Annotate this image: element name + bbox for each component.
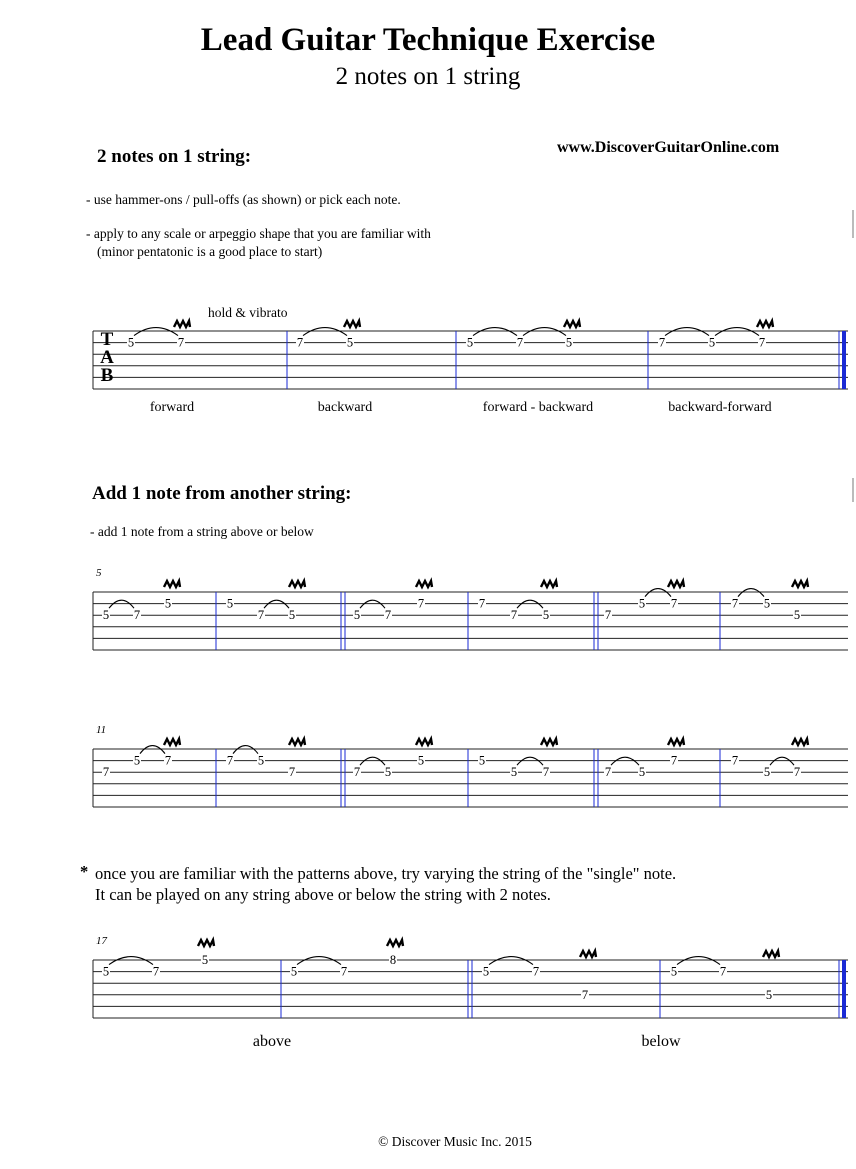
slur-arc: [523, 328, 566, 336]
slur-arc: [109, 600, 134, 608]
tab-system-2: [93, 567, 848, 650]
fret-number: 7: [793, 765, 801, 780]
fret-number: 5: [542, 608, 550, 623]
slur-arc: [715, 328, 759, 336]
fret-number: 7: [288, 765, 296, 780]
tab-system-4: [93, 935, 848, 1018]
slur-arc: [770, 757, 794, 765]
vibrato-icon: [416, 739, 432, 745]
label-above: above: [252, 1033, 292, 1050]
fret-number: 5: [127, 335, 135, 350]
section1-heading: 2 notes on 1 string:: [97, 146, 252, 167]
fret-number: 5: [353, 608, 361, 623]
fret-number: 7: [758, 335, 766, 350]
fret-number: 7: [417, 596, 425, 611]
slur-arc: [473, 328, 517, 336]
tab-clef-letter: B: [100, 365, 114, 386]
fret-number: 5: [417, 753, 425, 768]
label-backward-forward: backward-forward: [668, 400, 772, 415]
fret-number: 7: [164, 753, 172, 768]
slur-arc: [109, 957, 153, 965]
fret-number: 5: [226, 596, 234, 611]
fret-number: 7: [133, 608, 141, 623]
vibrato-icon: [763, 951, 779, 957]
measure-number: 11: [96, 724, 107, 736]
fret-number: 7: [670, 753, 678, 768]
fret-number: 7: [581, 987, 589, 1002]
slur-arc: [645, 589, 671, 597]
fret-number: 5: [763, 765, 771, 780]
fret-number: 7: [177, 335, 185, 350]
fret-number: 5: [638, 765, 646, 780]
fret-number: 5: [384, 765, 392, 780]
fret-number: 5: [763, 596, 771, 611]
label-below: below: [641, 1033, 681, 1050]
fret-number: 7: [731, 753, 739, 768]
slur-arc: [677, 957, 720, 965]
slur-arc: [489, 957, 533, 965]
tab-system-1: [93, 321, 848, 389]
fret-number: 7: [257, 608, 265, 623]
slur-arc: [360, 757, 385, 765]
variation-note-2: It can be played on any string above or below the string with 2 notes.: [95, 885, 551, 904]
label-forward-backward: forward - backward: [482, 400, 594, 415]
asterisk: *: [80, 862, 89, 881]
vibrato-icon: [792, 581, 808, 587]
measure-number: 5: [96, 567, 102, 579]
fret-number: 7: [532, 964, 540, 979]
fret-number: 7: [384, 608, 392, 623]
vibrato-icon: [416, 581, 432, 587]
fret-number: 5: [288, 608, 296, 623]
slur-arc: [303, 328, 347, 336]
slur-arc: [134, 328, 178, 336]
tab-clef-letter: A: [100, 347, 114, 368]
fret-number: 5: [510, 765, 518, 780]
fret-number: 5: [164, 596, 172, 611]
slur-arc: [360, 600, 385, 608]
slur-arc: [517, 600, 543, 608]
vibrato-icon: [344, 321, 360, 327]
fret-number: 5: [708, 335, 716, 350]
fret-number: 7: [670, 596, 678, 611]
fret-number: 7: [353, 765, 361, 780]
hold-vibrato-annotation: hold & vibrato: [208, 305, 288, 320]
slur-arc: [297, 957, 341, 965]
vibrato-icon: [387, 940, 403, 946]
fret-number: 7: [604, 765, 612, 780]
slur-arc: [611, 757, 639, 765]
vibrato-icon: [174, 321, 190, 327]
fret-number: 5: [765, 987, 773, 1002]
fret-number: 8: [389, 953, 397, 967]
slur-arc: [233, 746, 258, 754]
slur-arc: [665, 328, 709, 336]
fret-number: 7: [296, 335, 304, 350]
instruction-1: - use hammer-ons / pull-offs (as shown) or pick each note.: [86, 192, 401, 207]
vibrato-icon: [541, 739, 557, 745]
tab-clef-letter: T: [100, 329, 114, 350]
tab-system-3: [93, 724, 848, 807]
fret-number: 5: [257, 753, 265, 768]
vibrato-icon: [164, 581, 180, 587]
fret-number: 5: [478, 753, 486, 768]
fret-number: 7: [152, 964, 160, 979]
label-forward: forward: [149, 400, 195, 415]
vibrato-icon: [757, 321, 773, 327]
copyright: © Discover Music Inc. 2015: [378, 1134, 532, 1149]
website-link[interactable]: www.DiscoverGuitarOnline.com: [557, 139, 780, 156]
slur-arc: [264, 600, 289, 608]
vibrato-icon: [668, 581, 684, 587]
fret-number: 5: [670, 964, 678, 979]
fret-number: 5: [133, 753, 141, 768]
instruction-3: (minor pentatonic is a good place to start): [97, 244, 323, 259]
vibrato-icon: [564, 321, 580, 327]
fret-number: 7: [102, 765, 110, 780]
fret-number: 5: [102, 608, 110, 623]
fret-number: 5: [346, 335, 354, 350]
vibrato-icon: [164, 739, 180, 745]
slur-arc: [738, 589, 764, 597]
page-title: Lead Guitar Technique Exercise: [200, 22, 656, 58]
vibrato-icon: [289, 581, 305, 587]
vibrato-icon: [541, 581, 557, 587]
measure-number: 17: [96, 935, 107, 947]
vibrato-icon: [289, 739, 305, 745]
fret-number: 5: [290, 964, 298, 979]
fret-number: 7: [658, 335, 666, 350]
vibrato-icon: [198, 940, 214, 946]
fret-number: 5: [102, 964, 110, 979]
fret-number: 7: [516, 335, 524, 350]
page-subtitle: 2 notes on 1 string: [335, 63, 521, 90]
vibrato-icon: [580, 951, 596, 957]
instruction-2: - apply to any scale or arpeggio shape that you are familiar with: [86, 226, 431, 241]
fret-number: 5: [466, 335, 474, 350]
fret-number: 7: [731, 596, 739, 611]
fret-number: 5: [565, 335, 573, 350]
section2-heading: Add 1 note from another string:: [92, 483, 352, 504]
fret-number: 7: [510, 608, 518, 623]
vibrato-icon: [668, 739, 684, 745]
fret-number: 7: [719, 964, 727, 979]
fret-number: 5: [638, 596, 646, 611]
fret-number: 7: [340, 964, 348, 979]
slur-arc: [140, 746, 165, 754]
section2-instruction: - add 1 note from a string above or below: [90, 524, 314, 539]
slur-arc: [517, 757, 543, 765]
vibrato-icon: [792, 739, 808, 745]
fret-number: 7: [542, 765, 550, 780]
label-backward: backward: [317, 400, 373, 415]
variation-note-1: once you are familiar with the patterns above, try varying the string of the "single" note.: [95, 864, 677, 883]
fret-number: 7: [604, 608, 612, 623]
fret-number: 5: [793, 608, 801, 623]
fret-number: 5: [482, 964, 490, 979]
fret-number: 7: [478, 596, 486, 611]
fret-number: 5: [201, 953, 209, 967]
fret-number: 7: [226, 753, 234, 768]
